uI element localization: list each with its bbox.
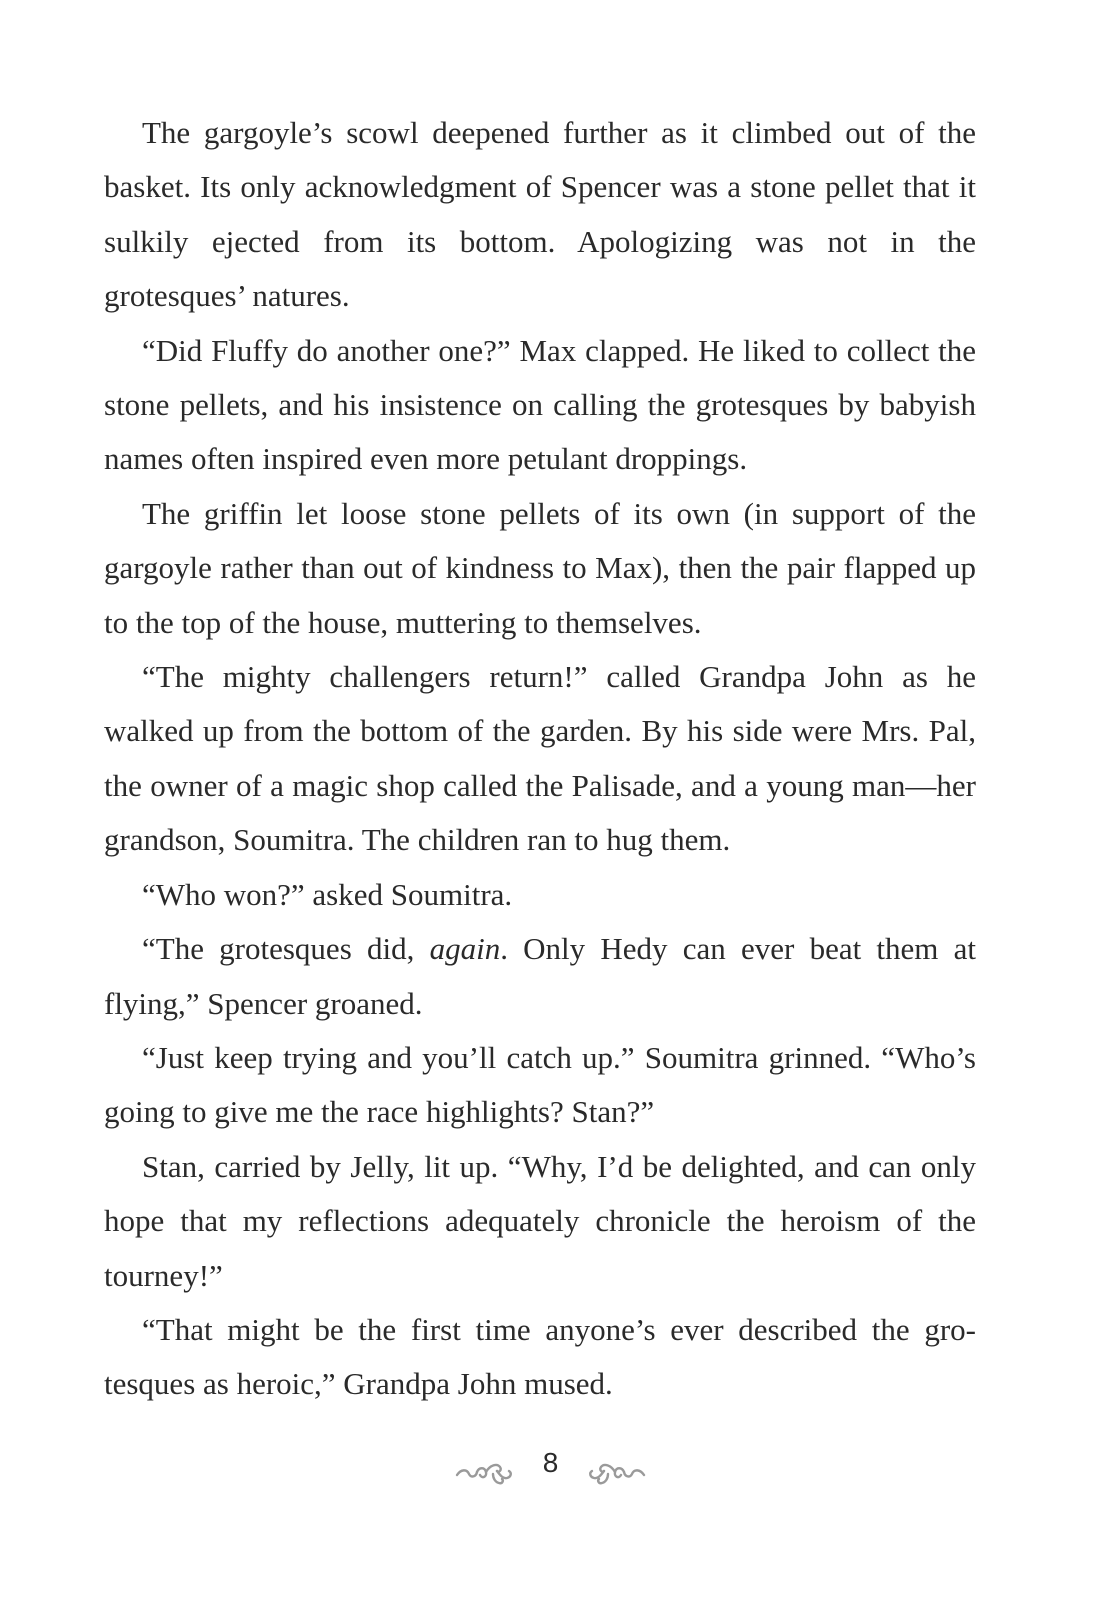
paragraph xyxy=(104,1303,976,1412)
paragraph-text: “The mighty challengers return!” called Grandpa John as he walked up from the bottom of the garden. By his side were Mrs. Pal, the owner of a magic shop called the Palisade, and a young man—her grandson, Soumitra. The children ran to hug them. xyxy=(104,659,976,858)
page-footer xyxy=(0,1440,1101,1500)
paragraph xyxy=(104,106,976,324)
body-text xyxy=(104,106,976,1412)
paragraph-text: . Only Hedy can ever beat them at flying,” Spencer groaned. xyxy=(104,931,977,1021)
page-number: 8 xyxy=(542,1447,559,1478)
flourish-right-icon xyxy=(584,1453,648,1487)
paragraph-text: The griffin let loose stone pellets of its own (in support of the gargoyle rather than out of kindness to Max), then the pair flapped up to the top of the house, muttering to themselves. xyxy=(104,495,976,640)
paragraph-text: “That might be the first time anyone’s ever described the grotesques as heroic,” Grandpa John mused. xyxy=(104,1311,976,1402)
paragraph xyxy=(104,487,976,650)
paragraph-text: “The grotesques did, xyxy=(142,931,430,967)
paragraph xyxy=(104,868,976,922)
paragraph-text: “Just keep trying and you’ll catch up.” Soumitra grinned. “Who’s going to give me the race highlights? Stan?” xyxy=(104,1039,976,1130)
paragraph-text: The gargoyle’s scowl deepened further as it climbed out of the basket. Its only acknowledgment of Spencer was a stone pellet that it sulkily ejected from its bottom. Apologizing was not in the grotesques’ natures. xyxy=(104,115,976,314)
paragraph xyxy=(104,650,976,868)
paragraph xyxy=(104,1031,976,1140)
flourish-left-icon xyxy=(453,1453,517,1487)
paragraph xyxy=(104,922,976,1031)
paragraph xyxy=(104,324,976,487)
paragraph-text: “Did Fluffy do another one?” Max clapped. He liked to collect the stone pellets, and his insistence on calling the grotesques by babyish names often inspired even more petulant droppings. xyxy=(104,332,976,477)
paragraph-text: Stan, carried by Jelly, lit up. “Why, I’d be delighted, and can only hope that my reflections adequately chronicle the heroism of the tourney!” xyxy=(104,1148,976,1293)
paragraph xyxy=(104,1140,976,1303)
italic-text: again xyxy=(429,931,501,967)
paragraph-text: “Who won?” asked Soumitra. xyxy=(142,876,513,912)
